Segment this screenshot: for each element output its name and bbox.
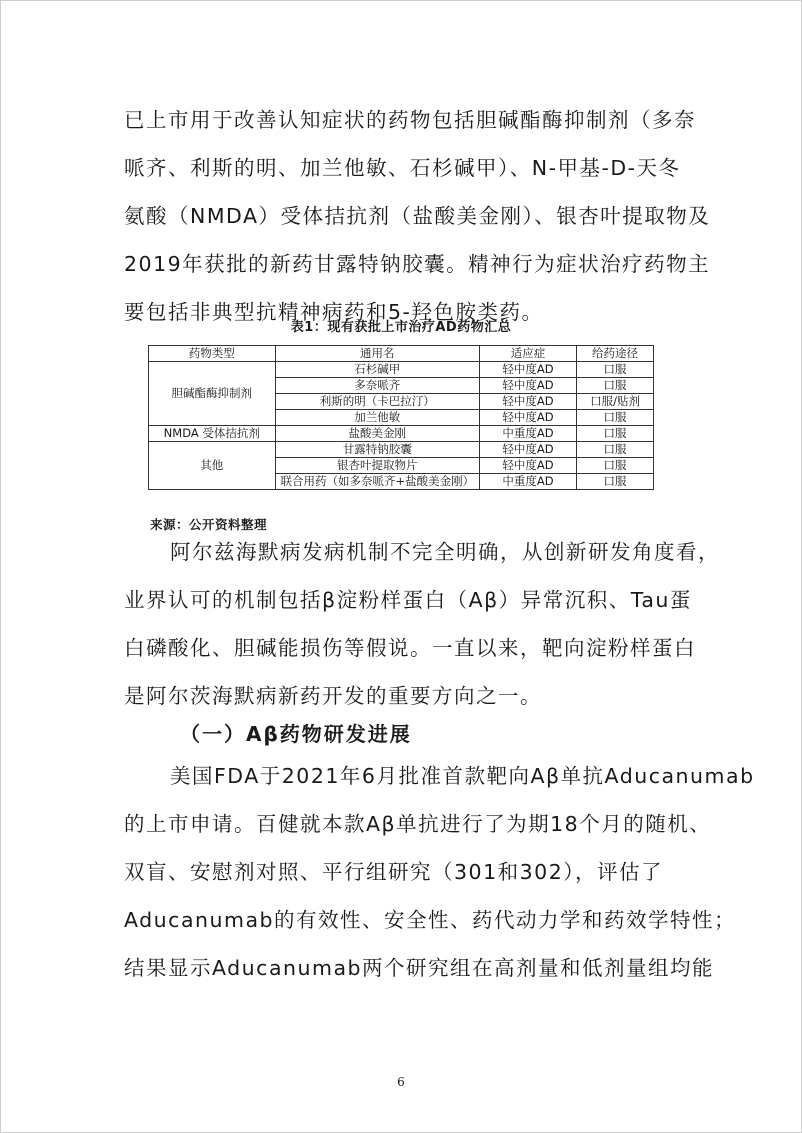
indication-cell: 轻中度AD bbox=[480, 362, 577, 378]
table-row bbox=[149, 442, 654, 458]
table-row bbox=[149, 426, 654, 442]
category-cell: 其他 bbox=[149, 442, 276, 490]
name-cell: 银杏叶提取物片 bbox=[275, 458, 479, 474]
header-indication: 适应症 bbox=[480, 346, 577, 362]
section-heading: （一）Aβ药物研发进展 bbox=[180, 722, 412, 746]
route-cell: 口服 bbox=[577, 426, 654, 442]
text-line: 结果显示Aducanumab两个研究组在高剂量和低剂量组均能 bbox=[124, 956, 715, 980]
name-cell: 盐酸美金刚 bbox=[275, 426, 479, 442]
text-line: 已上市用于改善认知症状的药物包括胆碱酯酶抑制剂（多奈 bbox=[124, 108, 696, 132]
text-line: 业界认可的机制包括β淀粉样蛋白（Aβ）异常沉积、Tau蛋 bbox=[124, 588, 692, 612]
route-cell: 口服/贴剂 bbox=[577, 394, 654, 410]
text-line: 要包括非典型抗精神病药和5-羟色胺类药。 bbox=[124, 300, 544, 324]
indication-cell: 中重度AD bbox=[480, 426, 577, 442]
header-drug-type: 药物类型 bbox=[149, 346, 276, 362]
indication-cell: 中重度AD bbox=[480, 474, 577, 490]
header-generic-name: 通用名 bbox=[275, 346, 479, 362]
page-number: 6 bbox=[397, 1075, 405, 1089]
name-cell: 多奈哌齐 bbox=[275, 378, 479, 394]
name-cell: 加兰他敏 bbox=[275, 410, 479, 426]
indication-cell: 轻中度AD bbox=[480, 394, 577, 410]
name-cell: 联合用药（如多奈哌齐+盐酸美金刚） bbox=[275, 474, 479, 490]
text-line: 2019年获批的新药甘露特钠胶囊。精神行为症状治疗药物主 bbox=[124, 252, 711, 276]
indication-cell: 轻中度AD bbox=[480, 378, 577, 394]
indication-cell: 轻中度AD bbox=[480, 410, 577, 426]
text-line: 双盲、安慰剂对照、平行组研究（301和302），评估了 bbox=[124, 860, 664, 884]
table-header-row bbox=[149, 346, 654, 362]
text-line: 美国FDA于2021年6月批准首款靶向Aβ单抗Aducanumab bbox=[170, 764, 755, 788]
drug-summary-table bbox=[148, 345, 654, 490]
name-cell: 石杉碱甲 bbox=[275, 362, 479, 378]
text-line: 白磷酸化、胆碱能损伤等假说。一直以来，靶向淀粉样蛋白 bbox=[124, 636, 696, 660]
route-cell: 口服 bbox=[577, 474, 654, 490]
header-route: 给药途径 bbox=[577, 346, 654, 362]
category-cell: NMDA 受体拮抗剂 bbox=[149, 426, 276, 442]
text-line: 是阿尔茨海默病新药开发的重要方向之一。 bbox=[124, 684, 542, 708]
paragraph-mechanism bbox=[124, 528, 720, 720]
category-cell: 胆碱酯酶抑制剂 bbox=[149, 362, 276, 426]
text-line: 的上市申请。百健就本款Aβ单抗进行了为期18个月的随机、 bbox=[124, 812, 712, 836]
route-cell: 口服 bbox=[577, 410, 654, 426]
table-row bbox=[149, 362, 654, 378]
paragraph-aducanumab bbox=[124, 752, 755, 992]
text-line: 氨酸（NMDA）受体拮抗剂（盐酸美金刚）、银杏叶提取物及 bbox=[124, 204, 711, 228]
text-line: Aducanumab的有效性、安全性、药代动力学和药效学特性； bbox=[124, 908, 737, 932]
route-cell: 口服 bbox=[577, 378, 654, 394]
name-cell: 利斯的明（卡巴拉汀） bbox=[275, 394, 479, 410]
table-title: 表1：现有获批上市治疗AD药物汇总 bbox=[290, 320, 512, 335]
name-cell: 甘露特钠胶囊 bbox=[275, 442, 479, 458]
route-cell: 口服 bbox=[577, 362, 654, 378]
indication-cell: 轻中度AD bbox=[480, 458, 577, 474]
route-cell: 口服 bbox=[577, 458, 654, 474]
text-line: 阿尔兹海默病发病机制不完全明确，从创新研发角度看， bbox=[170, 540, 720, 564]
route-cell: 口服 bbox=[577, 442, 654, 458]
text-line: 哌齐、利斯的明、加兰他敏、石杉碱甲）、N-甲基-D-天冬 bbox=[124, 156, 681, 180]
table-source-note: 来源：公开资料整理 bbox=[150, 517, 268, 532]
indication-cell: 轻中度AD bbox=[480, 442, 577, 458]
paragraph-symptomatic-drugs bbox=[124, 96, 711, 336]
